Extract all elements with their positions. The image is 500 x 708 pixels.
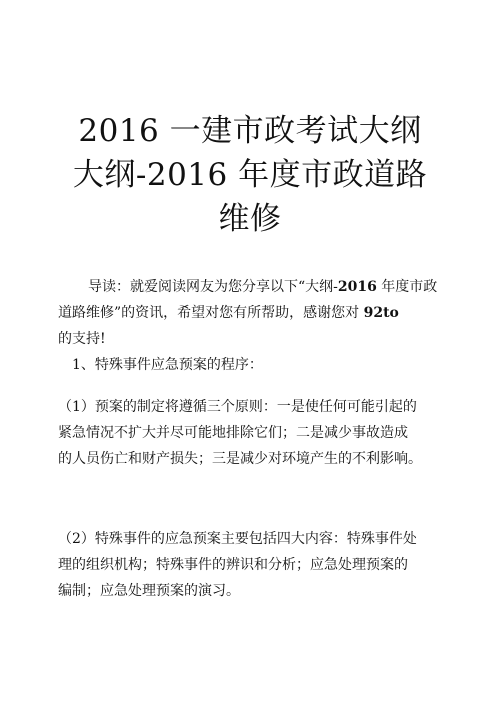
intro-line-1-end: 年度市政 xyxy=(376,279,438,295)
intro-year: 2016 xyxy=(337,279,377,295)
intro-line-1 xyxy=(74,274,446,300)
intro-line-2 xyxy=(58,300,446,326)
para-2-line-1: （2）特殊事件的应急预案主要包括四大内容：特殊事件处 xyxy=(58,531,417,547)
para-2-line-2: 理的组织机构；特殊事件的辨识和分析；应急处理预案的 xyxy=(58,557,408,573)
intro-line-2-text: 道路维修”的资讯，希望对您有所帮助，感谢您对 xyxy=(58,305,364,321)
para-1-line-1: （1）预案的制定将遵循三个原则：一是使任何可能引起的 xyxy=(58,399,417,415)
document-title xyxy=(40,109,460,241)
title-line-3: 维修 xyxy=(218,200,282,237)
intro-site: 92to xyxy=(363,305,399,321)
para-1-line-3: 的人员伤亡和财产损失；三是减少对环境产生的不利影响。 xyxy=(58,451,422,467)
para-2-line-3: 编制；应急处理预案的演习。 xyxy=(58,583,240,599)
intro-line-1-text: 导读：就爱阅读网友为您分享以下“大纲- xyxy=(74,279,338,295)
para-1-line-2: 紧急情况不扩大并尽可能地排除它们；二是减少事故造成 xyxy=(58,425,408,441)
document-body xyxy=(58,274,446,604)
section-1-heading: 1、特殊事件应急预案的程序： xyxy=(58,357,263,373)
title-line-2: 大纲-2016 年度市政道路 xyxy=(72,156,428,193)
title-line-1: 2016 一建市政考试大纲 xyxy=(78,112,422,149)
intro-line-3: 的支持! xyxy=(58,331,106,347)
